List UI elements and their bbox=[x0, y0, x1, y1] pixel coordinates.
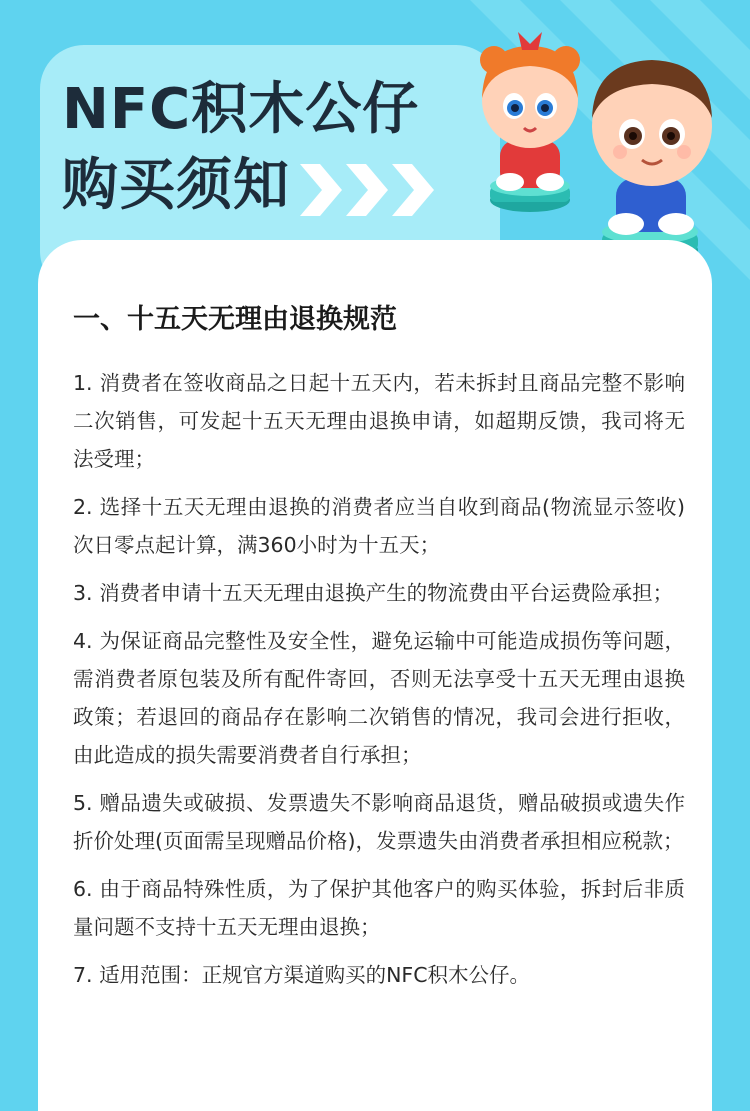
rule-item-4: 4. 为保证商品完整性及安全性，避免运输中可能造成损伤等问题，需消费者原包装及所有配件寄回，否则无法享受十五天无理由退换政策；若退回的商品存在影响二次销售的情况，我司会进行拒收，由此造成的损失需要消费者自行承担； bbox=[73, 629, 685, 767]
section-title: 一、十五天无理由退换规范 bbox=[73, 304, 397, 335]
rule-item-3: 3. 消费者申请十五天无理由退换产生的物流费由平台运费险承担； bbox=[73, 581, 674, 605]
girl-figure bbox=[480, 32, 580, 212]
rule-item-6: 6. 由于商品特殊性质，为了保护其他客户的购买体验，拆封后非质量问题不支持十五天无理由退换； bbox=[73, 877, 685, 939]
rule-item-2: 2. 选择十五天无理由退换的消费者应当自收到商品(物流显示签收)次日零点起计算，满360小时为十五天； bbox=[73, 495, 685, 557]
rule-item-1: 1. 消费者在签收商品之日起十五天内，若未拆封且商品完整不影响二次销售，可发起十五天无理由退换申请，如超期反馈，我司将无法受理； bbox=[73, 371, 685, 471]
rule-item-7: 7. 适用范围：正规官方渠道购买的NFC积木公仔。 bbox=[73, 963, 531, 987]
title-line-1: NFC积木公仔 bbox=[62, 77, 420, 142]
chevron-right-arrows-icon bbox=[296, 160, 446, 220]
rule-item-5: 5. 赠品遗失或破损、发票遗失不影响商品退货，赠品破损或遗失作折价处理(页面需呈现赠品价格)，发票遗失由消费者承担相应税款； bbox=[73, 791, 685, 853]
title-line-2: 购买须知 bbox=[62, 153, 290, 218]
toy-figures-illustration bbox=[438, 10, 738, 275]
boy-figure bbox=[592, 60, 712, 264]
rules-list bbox=[73, 364, 685, 1004]
